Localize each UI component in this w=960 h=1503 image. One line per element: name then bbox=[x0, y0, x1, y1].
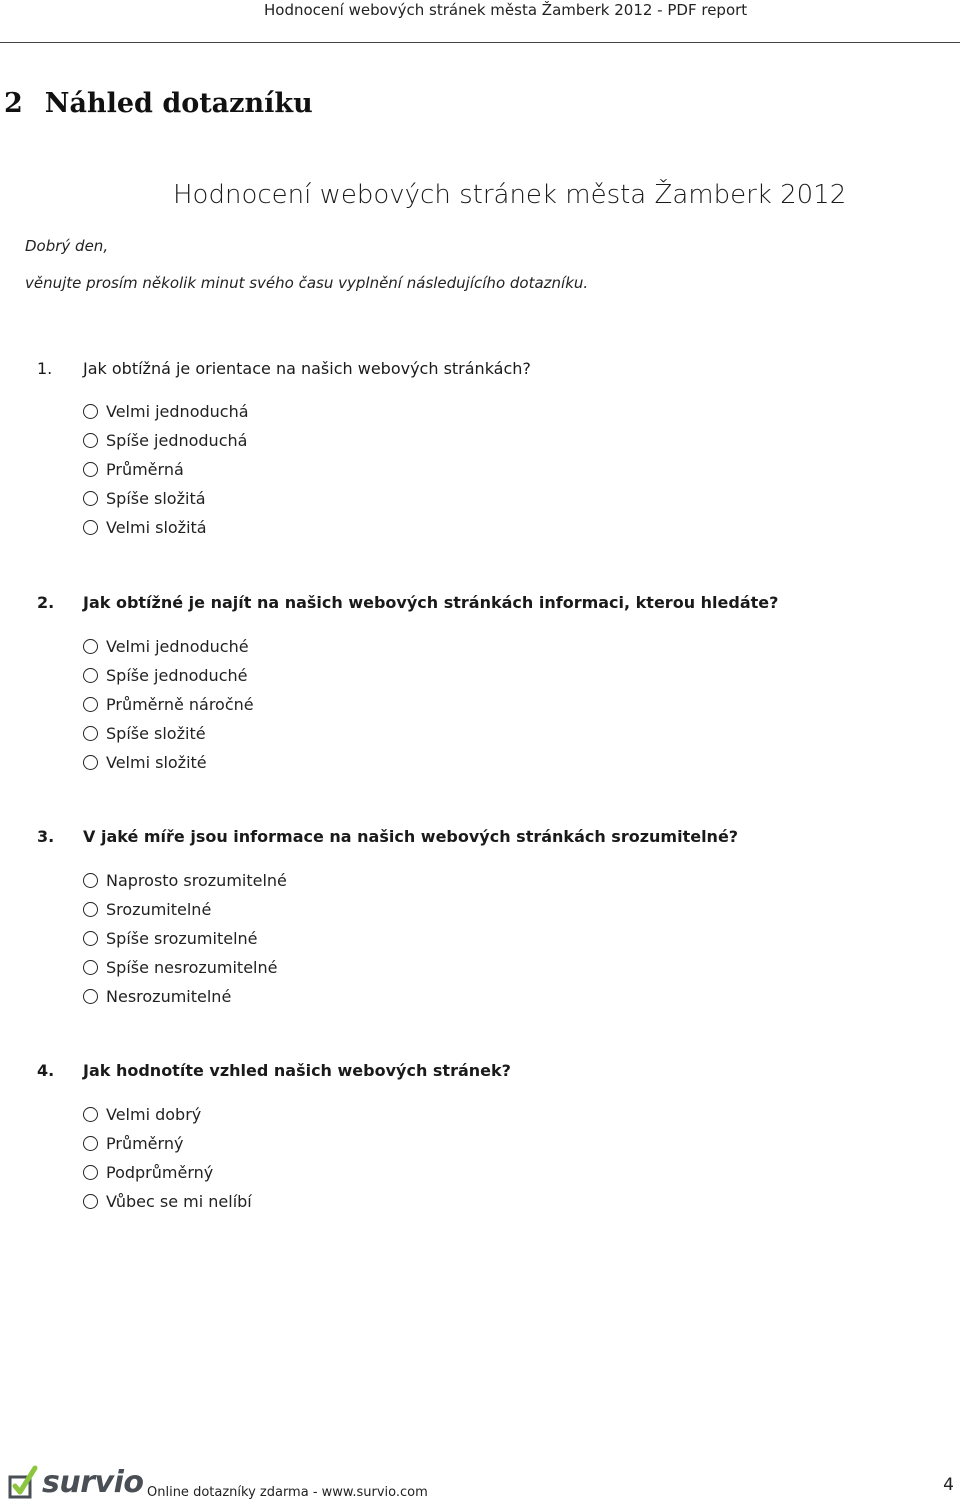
page-number: 4 bbox=[943, 1475, 954, 1495]
option-item[interactable] bbox=[83, 632, 254, 661]
question-title bbox=[37, 593, 937, 613]
radio-icon[interactable] bbox=[83, 902, 98, 917]
option-item[interactable] bbox=[83, 513, 249, 542]
question-number: 4. bbox=[37, 1061, 55, 1080]
survey-greeting: Dobrý den, bbox=[25, 237, 109, 255]
radio-icon[interactable] bbox=[83, 960, 98, 975]
option-item[interactable] bbox=[83, 719, 254, 748]
option-item[interactable] bbox=[83, 1100, 252, 1129]
radio-icon[interactable] bbox=[83, 639, 98, 654]
option-label: Velmi složité bbox=[106, 753, 207, 772]
radio-icon[interactable] bbox=[83, 404, 98, 419]
option-label: Srozumitelné bbox=[106, 900, 212, 919]
logo-text: survio bbox=[42, 1464, 144, 1500]
question-title bbox=[37, 359, 937, 379]
option-item[interactable] bbox=[83, 1158, 252, 1187]
question-number: 2. bbox=[37, 593, 55, 612]
option-item[interactable] bbox=[83, 953, 287, 982]
option-label: Naprosto srozumitelné bbox=[106, 871, 287, 890]
question-3 bbox=[37, 827, 937, 1006]
question-text: Jak hodnotíte vzhled našich webových stránek? bbox=[83, 1061, 511, 1080]
radio-icon[interactable] bbox=[83, 755, 98, 770]
option-label: Velmi jednoduché bbox=[106, 637, 249, 656]
option-item[interactable] bbox=[83, 982, 287, 1011]
radio-icon[interactable] bbox=[83, 462, 98, 477]
question-4 bbox=[37, 1061, 937, 1211]
option-item[interactable] bbox=[83, 895, 287, 924]
survey-title: Hodnocení webových stránek města Žamberk 2012 bbox=[173, 180, 847, 210]
option-label: Spíše složitá bbox=[106, 489, 206, 508]
radio-icon[interactable] bbox=[83, 491, 98, 506]
option-label: Průměrná bbox=[106, 460, 184, 479]
option-label: Spíše složité bbox=[106, 724, 206, 743]
option-item[interactable] bbox=[83, 661, 254, 690]
option-label: Spíše jednoduché bbox=[106, 666, 248, 685]
option-item[interactable] bbox=[83, 690, 254, 719]
question-options bbox=[83, 397, 249, 542]
question-2 bbox=[37, 593, 937, 772]
option-label: Průměrně náročné bbox=[106, 695, 254, 714]
option-label: Spíše srozumitelné bbox=[106, 929, 258, 948]
option-item[interactable] bbox=[83, 397, 249, 426]
radio-icon[interactable] bbox=[83, 1194, 98, 1209]
radio-icon[interactable] bbox=[83, 668, 98, 683]
radio-icon[interactable] bbox=[83, 989, 98, 1004]
radio-icon[interactable] bbox=[83, 1107, 98, 1122]
option-label: Velmi dobrý bbox=[106, 1105, 202, 1124]
question-title bbox=[37, 827, 937, 847]
header-divider bbox=[0, 42, 960, 43]
option-label: Spíše nesrozumitelné bbox=[106, 958, 278, 977]
option-item[interactable] bbox=[83, 1129, 252, 1158]
survio-logo[interactable] bbox=[8, 1463, 143, 1501]
radio-icon[interactable] bbox=[83, 726, 98, 741]
section-heading bbox=[4, 88, 313, 119]
option-label: Velmi jednoduchá bbox=[106, 402, 249, 421]
radio-icon[interactable] bbox=[83, 931, 98, 946]
option-item[interactable] bbox=[83, 1187, 252, 1216]
question-number: 1. bbox=[37, 359, 53, 378]
radio-icon[interactable] bbox=[83, 697, 98, 712]
question-1 bbox=[37, 359, 937, 537]
report-header-title: Hodnocení webových stránek města Žamberk 2012 - PDF report bbox=[264, 1, 748, 19]
checkmark-icon bbox=[8, 1465, 38, 1499]
section-title: Náhled dotazníku bbox=[44, 88, 313, 119]
radio-icon[interactable] bbox=[83, 1136, 98, 1151]
question-options bbox=[83, 632, 254, 777]
option-item[interactable] bbox=[83, 484, 249, 513]
option-item[interactable] bbox=[83, 866, 287, 895]
option-label: Nesrozumitelné bbox=[106, 987, 232, 1006]
question-number: 3. bbox=[37, 827, 55, 846]
radio-icon[interactable] bbox=[83, 873, 98, 888]
option-label: Podprůměrný bbox=[106, 1163, 214, 1182]
radio-icon[interactable] bbox=[83, 1165, 98, 1180]
footer-link-text[interactable]: Online dotazníky zdarma - www.survio.com bbox=[147, 1485, 428, 1500]
question-title bbox=[37, 1061, 937, 1081]
option-label: Vůbec se mi nelíbí bbox=[106, 1192, 252, 1211]
option-label: Velmi složitá bbox=[106, 518, 207, 537]
option-item[interactable] bbox=[83, 455, 249, 484]
survey-intro: věnujte prosím několik minut svého času vyplnění následujícího dotazníku. bbox=[25, 274, 589, 292]
option-item[interactable] bbox=[83, 924, 287, 953]
option-label: Spíše jednoduchá bbox=[106, 431, 248, 450]
option-label: Průměrný bbox=[106, 1134, 184, 1153]
section-number: 2 bbox=[4, 88, 23, 119]
question-text: V jaké míře jsou informace na našich webových stránkách srozumitelné? bbox=[83, 827, 739, 846]
question-text: Jak obtížná je orientace na našich webových stránkách? bbox=[83, 359, 531, 378]
radio-icon[interactable] bbox=[83, 433, 98, 448]
radio-icon[interactable] bbox=[83, 520, 98, 535]
option-item[interactable] bbox=[83, 426, 249, 455]
option-item[interactable] bbox=[83, 748, 254, 777]
question-options bbox=[83, 866, 287, 1011]
question-text: Jak obtížné je najít na našich webových stránkách informaci, kterou hledáte? bbox=[83, 593, 779, 612]
question-options bbox=[83, 1100, 252, 1216]
